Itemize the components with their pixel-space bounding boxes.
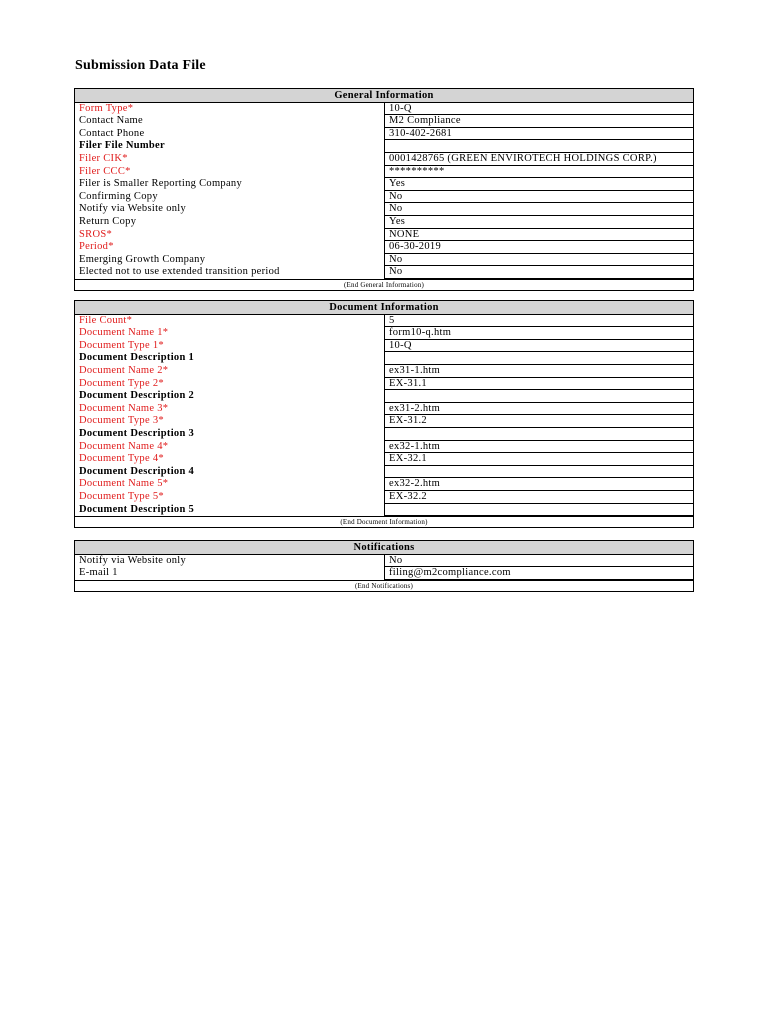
field-value: 10-Q (384, 103, 693, 116)
notifications-section (74, 540, 694, 592)
field-label: Filer CIK* (79, 152, 128, 164)
table-row (75, 378, 693, 391)
table-row (75, 491, 693, 504)
field-label: Period* (79, 241, 114, 253)
field-value: 0001428765 (GREEN ENVIROTECH HOLDINGS CORP.) (384, 153, 693, 166)
field-label: Document Type 4* (79, 453, 164, 465)
field-label: Emerging Growth Company (79, 253, 206, 265)
table-row (75, 365, 693, 378)
table-row (75, 315, 693, 328)
table-row (75, 504, 693, 517)
general-information-section (74, 88, 694, 291)
field-label: Document Name 3* (79, 402, 169, 414)
field-label: Form Type* (79, 102, 134, 114)
table-row (75, 166, 693, 179)
field-value: No (384, 203, 693, 216)
field-label: Notify via Website only (79, 203, 187, 215)
table-row (75, 128, 693, 141)
field-label: Contact Phone (79, 127, 145, 139)
table-row (75, 191, 693, 204)
field-label: Document Description 2 (79, 390, 195, 402)
table-row (75, 254, 693, 267)
field-value: EX-31.1 (384, 378, 693, 391)
table-row (75, 203, 693, 216)
field-value: Yes (384, 216, 693, 229)
field-value: EX-32.1 (384, 453, 693, 466)
field-value (384, 504, 693, 517)
field-value (384, 466, 693, 479)
field-value: ********** (384, 166, 693, 179)
field-label: Document Description 5 (79, 503, 195, 515)
field-label: Filer CCC* (79, 165, 131, 177)
field-value: No (384, 555, 693, 568)
section-footer: (End Document Information) (75, 516, 693, 527)
table-row (75, 352, 693, 365)
document-information-rows (75, 315, 693, 517)
table-row (75, 153, 693, 166)
table-row (75, 229, 693, 242)
table-row (75, 216, 693, 229)
page-title: Submission Data File (75, 58, 206, 73)
table-row (75, 453, 693, 466)
field-value: EX-32.2 (384, 491, 693, 504)
field-label: Document Type 5* (79, 490, 164, 502)
table-row (75, 390, 693, 403)
field-value: No (384, 266, 693, 279)
table-row (75, 266, 693, 279)
table-row (75, 403, 693, 416)
table-row (75, 567, 693, 580)
table-row (75, 428, 693, 441)
field-label: Document Name 5* (79, 478, 169, 490)
field-value: EX-31.2 (384, 415, 693, 428)
field-label: Notify via Website only (79, 554, 187, 566)
table-row (75, 441, 693, 454)
field-label: Document Name 2* (79, 364, 169, 376)
field-label: Document Description 4 (79, 465, 195, 477)
general-information-rows (75, 103, 693, 279)
field-value (384, 428, 693, 441)
table-row (75, 478, 693, 491)
field-label: Filer is Smaller Reporting Company (79, 178, 243, 190)
field-value: ex31-1.htm (384, 365, 693, 378)
field-label: Filer File Number (79, 140, 165, 152)
field-value: filing@m2compliance.com (384, 567, 693, 580)
field-label: Document Description 1 (79, 352, 195, 364)
field-value: NONE (384, 229, 693, 242)
table-row (75, 115, 693, 128)
field-label: Contact Name (79, 115, 143, 127)
table-row (75, 103, 693, 116)
section-footer: (End Notifications) (75, 580, 693, 591)
field-value: 310-402-2681 (384, 128, 693, 141)
field-value: ex31-2.htm (384, 403, 693, 416)
table-row (75, 555, 693, 568)
field-value: ex32-1.htm (384, 441, 693, 454)
field-label: Confirming Copy (79, 190, 158, 202)
table-row (75, 140, 693, 153)
section-footer: (End General Information) (75, 279, 693, 290)
table-row (75, 340, 693, 353)
field-label: Document Type 3* (79, 415, 164, 427)
notifications-rows (75, 555, 693, 580)
field-value: No (384, 254, 693, 267)
field-value (384, 352, 693, 365)
document-information-section (74, 300, 694, 528)
section-header: General Information (75, 89, 693, 103)
field-value: Yes (384, 178, 693, 191)
field-label: Document Description 3 (79, 427, 195, 439)
field-label: Document Name 1* (79, 327, 169, 339)
table-row (75, 241, 693, 254)
field-label: Return Copy (79, 215, 137, 227)
field-value: form10-q.htm (384, 327, 693, 340)
field-label: Document Name 4* (79, 440, 169, 452)
field-value: 06-30-2019 (384, 241, 693, 254)
field-value (384, 140, 693, 153)
field-value: 5 (384, 315, 693, 328)
field-value: ex32-2.htm (384, 478, 693, 491)
table-row (75, 466, 693, 479)
field-value (384, 390, 693, 403)
field-label: E-mail 1 (79, 567, 118, 579)
field-value: M2 Compliance (384, 115, 693, 128)
field-label: SROS* (79, 228, 113, 240)
field-value: No (384, 191, 693, 204)
section-header: Notifications (75, 541, 693, 555)
table-row (75, 178, 693, 191)
table-row (75, 415, 693, 428)
field-label: Document Type 1* (79, 339, 164, 351)
field-label: Elected not to use extended transition period (79, 266, 280, 278)
field-label: File Count* (79, 314, 133, 326)
field-value: 10-Q (384, 340, 693, 353)
section-header: Document Information (75, 301, 693, 315)
table-row (75, 327, 693, 340)
field-label: Document Type 2* (79, 377, 164, 389)
